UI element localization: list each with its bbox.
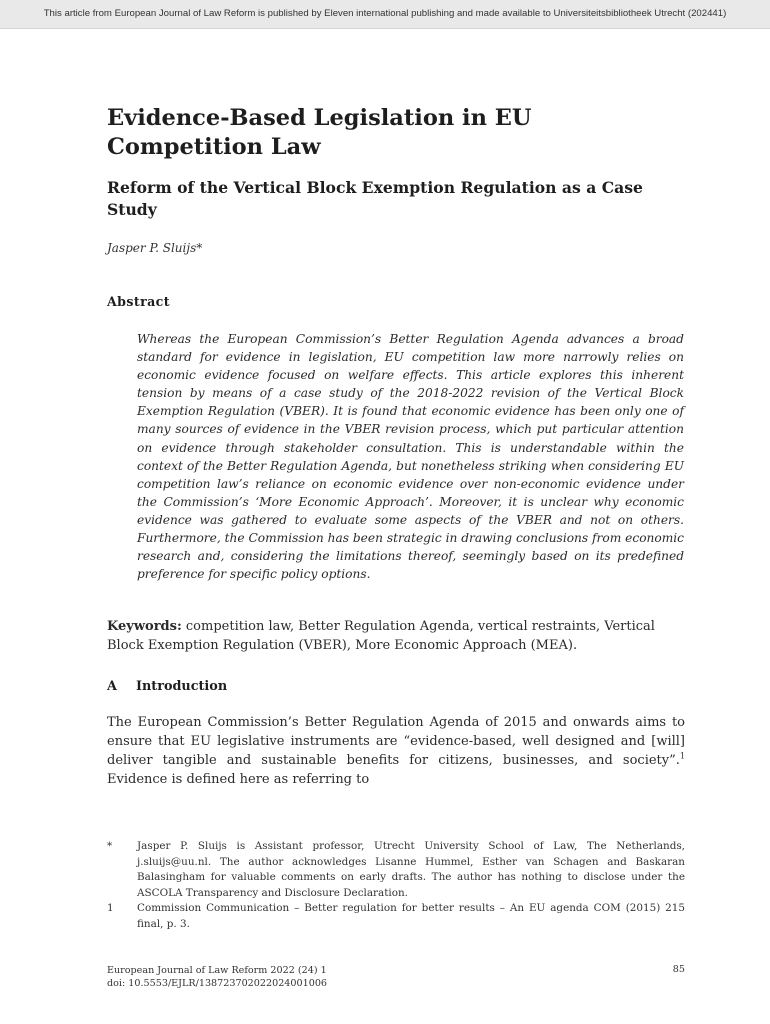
keywords bbox=[107, 617, 685, 655]
author-name: Jasper P. Sluijs* bbox=[107, 241, 203, 255]
intro-text-continued: Evidence is defined here as referring to bbox=[107, 772, 370, 787]
keywords-text: competition law, Better Regulation Agenda, vertical restraints, Vertical Block Exemption Regulation (VBER), More Economic Approach (MEA). bbox=[107, 619, 655, 653]
section-title: Introduction bbox=[136, 679, 228, 694]
page-footer bbox=[107, 964, 327, 990]
abstract-heading: Abstract bbox=[107, 294, 170, 309]
footnote-text: Jasper P. Sluijs is Assistant professor, Utrecht University School of Law, The Netherlands, j.sluijs@uu.nl. The author acknowledges Lisanne Hummel, Esther van Schagen and Baskaran Balasingham for valuable comments on early drafts. The author has nothing to disclose under the ASCOLA Transparency and Disclosure Declaration. bbox=[137, 840, 685, 899]
footnote-author bbox=[107, 839, 685, 901]
section-heading bbox=[107, 679, 685, 694]
footnote-ref-1[interactable]: 1 bbox=[679, 751, 685, 761]
footnote-text: Commission Communication – Better regulation for better results – An EU agenda COM (2015) 215 final, p. 3. bbox=[137, 902, 685, 930]
page-number: 85 bbox=[672, 964, 685, 975]
footnote-mark: * bbox=[107, 840, 113, 852]
footnotes bbox=[107, 839, 685, 933]
intro-text: The European Commission’s Better Regulation Agenda of 2015 and onwards aims to ensure that EU legislative instruments are “evidence-based, well designed and [will] deliver tangible and sustainable benefits for citizens, businesses, and society”. bbox=[107, 715, 685, 768]
keywords-label: Keywords: bbox=[107, 619, 182, 634]
footnote-mark: 1 bbox=[107, 902, 114, 915]
abstract-body: Whereas the European Commission’s Better Regulation Agenda advances a broad standard for evidence in legislation, EU competition law more narrowly relies on economic evidence focused on welfare effects. This article explores this inherent tension by means of a case study of the 2018-2022 revision of the Vertical Block Exemption Regulation (VBER). It is found that economic evidence has been only one of many sources of evidence in the VBER revision process, which put particular attention on evidence through stakeholder consultation. This is understandable within the context of the Better Regulation Agenda, but nonetheless striking when considering EU competition law’s reliance on economic evidence over non-economic evidence under the Commission’s ‘More Economic Approach’. Moreover, it is unclear why economic evidence was gathered to evaluate some aspects of the VBER and not on others. Furthermore, the Commission has been strategic in drawing conclusions from economic research and, considering the limitations thereof, seemingly based on its predefined preference for specific policy options. bbox=[137, 332, 684, 582]
journal-citation: European Journal of Law Reform 2022 (24) 1 bbox=[107, 965, 327, 976]
article-title: Evidence-Based Legislation in EU Competition Law bbox=[107, 105, 532, 160]
intro-paragraph bbox=[107, 713, 685, 789]
doi: doi: 10.5553/EJLR/138723702022024001006 bbox=[107, 978, 328, 989]
article-subtitle: Reform of the Vertical Block Exemption Regulation as a Case Study bbox=[107, 178, 643, 219]
footnote-1 bbox=[107, 901, 685, 932]
section-number: A bbox=[107, 679, 117, 694]
access-banner: This article from European Journal of Law Reform is published by Eleven international publishing and made available to Universiteitsbibliotheek Utrecht (202441) bbox=[0, 0, 770, 29]
